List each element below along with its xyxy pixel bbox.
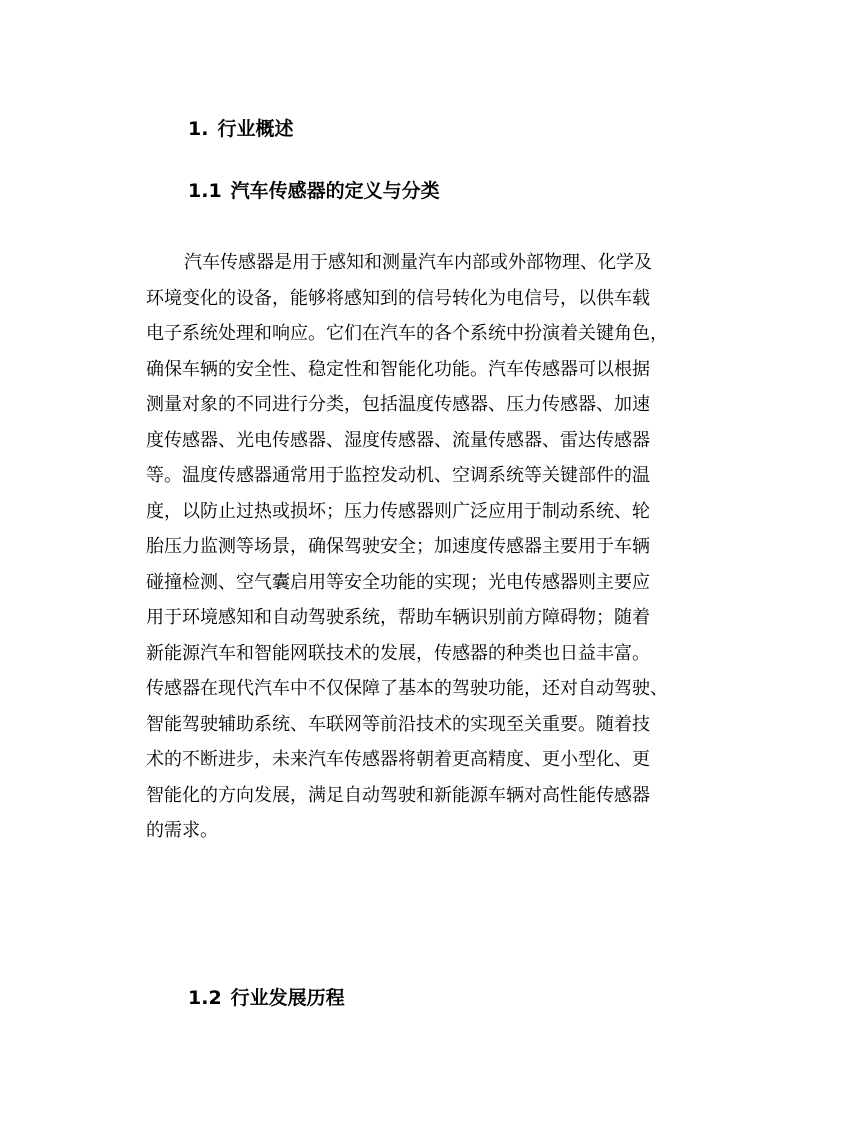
paragraph-line: 智能驾驶辅助系统、车联网等前沿技术的实现至关重要。随着技 [146, 713, 650, 735]
paragraph-line: 智能化的方向发展，满足自动驾驶和新能源车辆对高性能传感器 [146, 784, 650, 806]
paragraph-line: 度传感器、光电传感器、湿度传感器、流量传感器、雷达传感器 [146, 429, 650, 451]
section-number: 1. [188, 118, 209, 140]
section-number: 1.1 [188, 180, 222, 202]
section-title: 行业发展历程 [230, 987, 345, 1009]
section-number: 1.2 [188, 987, 222, 1009]
section-heading-1 [188, 116, 293, 142]
paragraph-line: 的需求。 [146, 820, 218, 841]
section-title: 汽车传感器的定义与分类 [230, 180, 440, 202]
paragraph-line: 汽车传感器是用于感知和测量汽车内部或外部物理、化学及 [184, 252, 652, 273]
section-heading-1-2 [188, 985, 345, 1011]
paragraph-line: 环境变化的设备，能够将感知到的信号转化为电信号，以供车载 [146, 287, 650, 309]
paragraph-line: 度，以防止过热或损坏；压力传感器则广泛应用于制动系统、轮 [146, 500, 650, 522]
paragraph-line: 电子系统处理和响应。它们在汽车的各个系统中扮演着关键角色， [146, 323, 668, 344]
section-heading-1-1 [188, 178, 440, 204]
paragraph-line: 新能源汽车和智能网联技术的发展，传感器的种类也日益丰富。 [146, 642, 650, 664]
paragraph-line: 碰撞检测、空气囊启用等安全功能的实现；光电传感器则主要应 [146, 571, 650, 593]
paragraph-line: 术的不断进步，未来汽车传感器将朝着更高精度、更小型化、更 [146, 749, 650, 770]
paragraph-line: 胎压力监测等场景，确保驾驶安全；加速度传感器主要用于车辆 [146, 536, 650, 557]
paragraph-line: 确保车辆的安全性、稳定性和智能化功能。汽车传感器可以根据 [146, 358, 650, 380]
section-title: 行业概述 [217, 118, 294, 140]
paragraph-line: 等。温度传感器通常用于监控发动机、空调系统等关键部件的温 [146, 465, 650, 486]
paragraph-line: 用于环境感知和自动驾驶系统，帮助车辆识别前方障碍物；随着 [146, 607, 650, 628]
body-paragraph [146, 245, 706, 849]
paragraph-line: 测量对象的不同进行分类，包括温度传感器、压力传感器、加速 [146, 394, 650, 415]
paragraph-line: 传感器在现代汽车中不仅保障了基本的驾驶功能，还对自动驾驶、 [146, 678, 668, 699]
